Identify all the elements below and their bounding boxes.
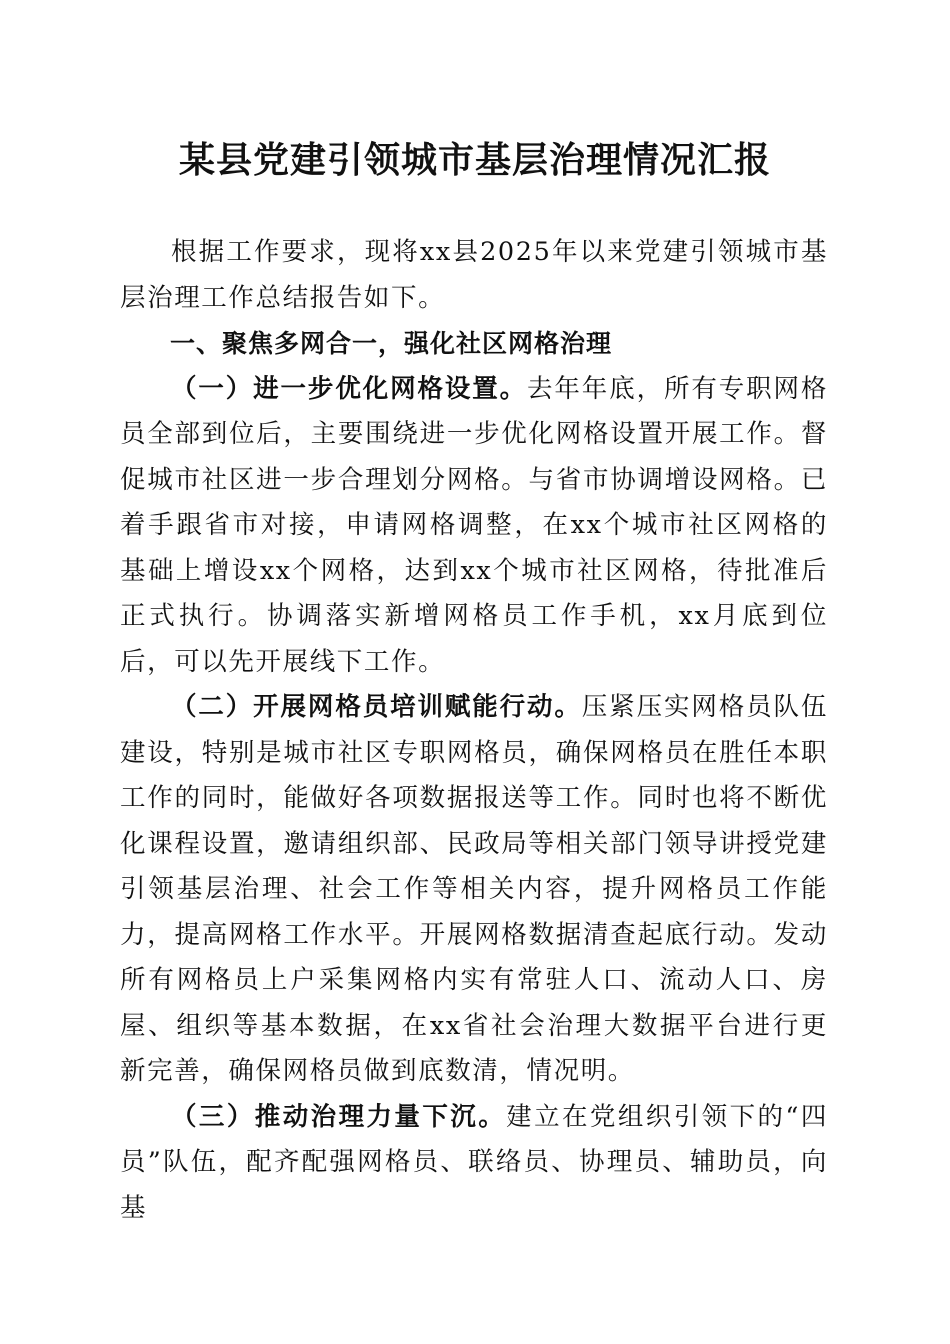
document-title: 某县党建引领城市基层治理情况汇报 <box>178 139 771 181</box>
subsection-title-2: （二）开展网格员培训赋能行动。 <box>171 692 582 722</box>
subsection-text-3: 建立在党组织引领下的“四员”队伍，配齐配强网格员、联络员、协理员、辅助员，向基 <box>120 1101 828 1223</box>
subsection-title-1: （一）进一步优化网格设置。 <box>171 373 528 404</box>
section-heading: 一、聚焦多网合一，强化社区网格治理 <box>170 329 613 358</box>
subsection-text-2: 压紧压实网格员队伍建设，特别是城市社区专职网格员，确保网格员在胜任本职工作的同时，能做好各项数据报送等工作。同时也将不断优化课程设置，邀请组织部、民政局等相关部门领导讲授党建引领基层治理、社会工作等相关内容，提升网格员工作能力，提高网格工作水平。开展网格数据清查起底行动。发动所有网格员上户采集网格内实有常驻人口、流动人口、房屋、组织等基本数据，在xx省社会治理大数据平台进行更新完善，确保网格员做到底数清，情况明。 <box>120 692 828 1086</box>
intro-paragraph: 根据工作要求，现将xx县2025年以来党建引领城市基层治理工作总结报告如下。 <box>120 237 828 313</box>
subsection-title-3: （三）推动治理力量下沉。 <box>171 1101 507 1132</box>
subsection-paragraph-3 <box>120 1095 828 1232</box>
document-body <box>120 230 828 1231</box>
subsection-paragraph-1 <box>120 367 828 686</box>
subsection-text-1: 去年年底，所有专职网格员全部到位后，主要围绕进一步优化网格设置开展工作。督促城市社区进一步合理划分网格。与省市协调增设网格。已着手跟省市对接，申请网格调整，在xx个城市社区网格的基础上增设xx个网格，达到xx个城市社区网格，待批准后正式执行。协调落实新增网格员工作手机，xx月底到位后，可以先开展线下工作。 <box>120 373 828 677</box>
subsection-paragraph-2 <box>120 685 828 1095</box>
